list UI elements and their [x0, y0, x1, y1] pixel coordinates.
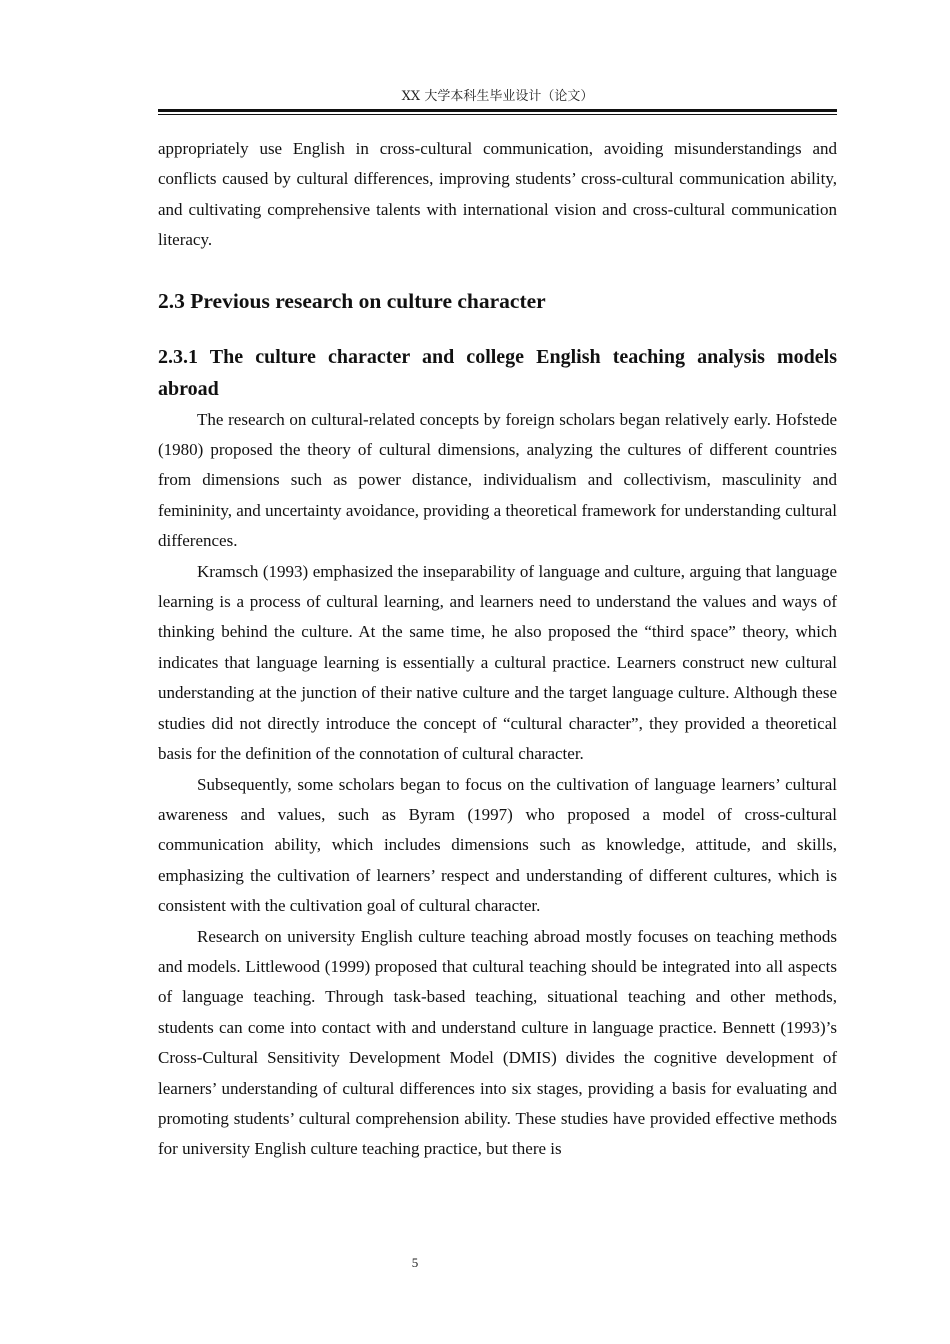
body-paragraph-1: The research on cultural-related concepts by foreign scholars began relatively early. Hofstede (1980) proposed the theory of cultural dimensions, analyzing the cultures of different countries from dimensions such as power distance, individualism and collectivism, masculinity and femininity, and uncertainty avoidance, providing a theoretical framework for understanding cultural differences. [158, 409, 837, 551]
header-divider-thin [158, 114, 837, 115]
page-number: 5 [411, 1255, 419, 1270]
section-heading: 2.3 Previous research on culture character [158, 288, 546, 313]
body-paragraph-4: Research on university English culture teaching abroad mostly focuses on teaching methods and models. Littlewood (1999) proposed that cultural teaching should be integrated into all aspects of language teaching. Through task-based teaching, situational teaching and other methods, students can come into contact with and understand culture in language practice. Bennett (1993)’s Cross-Cultural Sensitivity Development Model (DMIS) divides the cognitive development of learners’ understanding of cultural differences into six stages, providing a basis for evaluating and promoting students’ cultural comprehension ability. These studies have provided effective methods for university English culture teaching practice, but there is [158, 926, 837, 1159]
body-paragraph-2: Kramsch (1993) emphasized the inseparability of language and culture, arguing that language learning is a process of cultural learning, and learners need to understand the values and ways of thinking behind the culture. At the same time, he also proposed the “third space” theory, which indicates that language learning is essentially a cultural practice. Learners construct new cultural understanding at the junction of their native culture and the target language culture. Although these studies did not directly introduce the concept of “cultural character”, they provided a theoretical basis for the definition of the connotation of cultural character. [158, 561, 837, 764]
header-divider-thick [158, 109, 837, 112]
continued-paragraph: appropriately use English in cross-cultural communication, avoiding misunderstandings and conflicts caused by cultural differences, improving students’ cross-cultural communication ability, and cultivating comprehensive talents with international vision and cross-cultural communication literacy. [158, 139, 837, 250]
page-header: XX 大学本科生毕业设计（论文） [401, 89, 594, 104]
document-body [158, 134, 837, 1165]
subsection-heading: 2.3.1 The culture character and college English teaching analysis models abroad [158, 345, 837, 400]
body-paragraph-3: Subsequently, some scholars began to focus on the cultivation of language learners’ cultural awareness and values, such as Byram (1997) who proposed a model of cross-cultural communication ability, which includes dimensions such as knowledge, attitude, and skills, emphasizing the cultivation of learners’ respect and understanding of different cultures, which is consistent with the cultivation goal of cultural character. [158, 774, 837, 916]
